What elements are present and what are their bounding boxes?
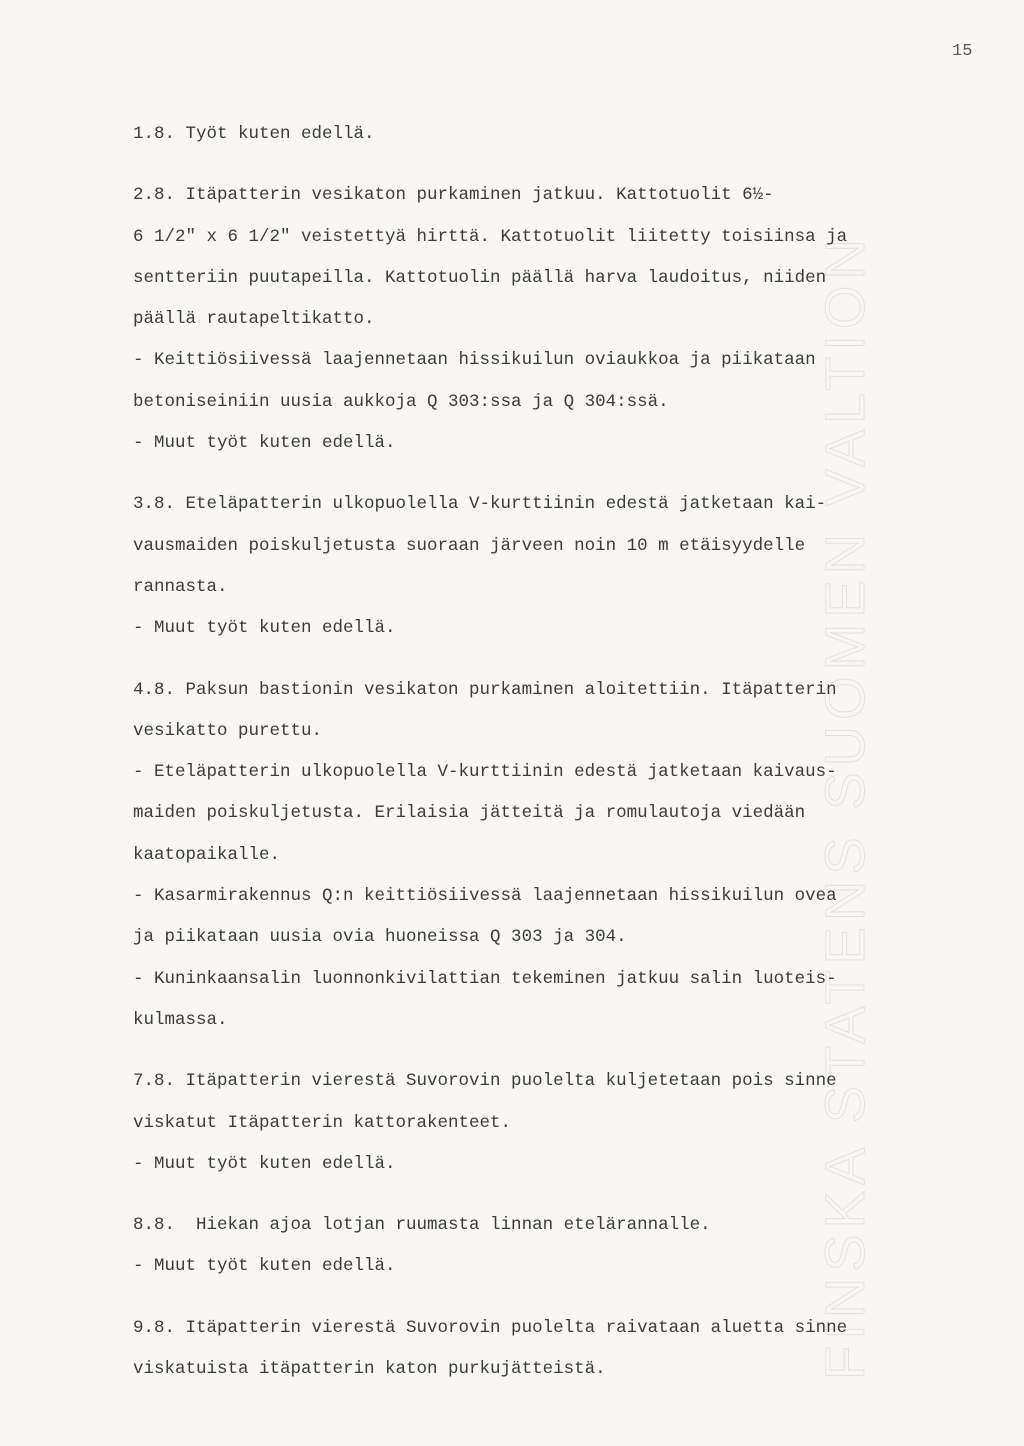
text-line: 7.8. Itäpatterin vierestä Suvorovin puolelta kuljetetaan pois sinne xyxy=(133,1071,837,1092)
text-line: - Muut työt kuten edellä. xyxy=(133,1153,396,1174)
entry-2-8 xyxy=(133,175,993,464)
text-line: - Keittiösiivessä laajennetaan hissikuilun oviaukkoa ja piikataan xyxy=(133,350,816,371)
page-number: 15 xyxy=(952,42,973,61)
entry-4-8 xyxy=(133,670,993,1042)
text-line: - Eteläpatterin ulkopuolella V-kurttiinin edestä jatketaan kaivaus- xyxy=(133,762,837,783)
entry-3-8 xyxy=(133,484,993,649)
entry-1-8 xyxy=(133,114,993,155)
text-line: 8.8. Hiekan ajoa lotjan ruumasta linnan etelärannalle. xyxy=(133,1215,711,1236)
text-line: 4.8. Paksun bastionin vesikaton purkaminen aloitettiin. Itäpatterin xyxy=(133,679,837,700)
typewritten-text xyxy=(133,114,993,1390)
text-line: - Muut työt kuten edellä. xyxy=(133,1256,396,1277)
text-line: 2.8. Itäpatterin vesikaton purkaminen jatkuu. Kattotuolit 6½- xyxy=(133,185,774,206)
entry-7-8 xyxy=(133,1061,993,1185)
text-line: 6 1/2" x 6 1/2" veistettyä hirttä. Kattotuolit liitetty toisiinsa ja xyxy=(133,226,848,247)
watermark-text: FINSKA STATENS SUOMEN VALTION xyxy=(813,233,876,1380)
text-line: betoniseiniin uusia aukkoja Q 303:ssa ja Q 304:ssä. xyxy=(133,391,669,412)
text-line: - Muut työt kuten edellä. xyxy=(133,433,396,454)
entry-8-8 xyxy=(133,1205,993,1288)
text-line: 9.8. Itäpatterin vierestä Suvorovin puolelta raivataan aluetta sinne xyxy=(133,1317,848,1338)
text-line: päällä rautapeltikatto. xyxy=(133,309,375,330)
text-line: rannasta. xyxy=(133,576,228,597)
text-line: kaatopaikalle. xyxy=(133,844,281,865)
text-line: vausmaiden poiskuljetusta suoraan järveen noin 10 m etäisyydelle xyxy=(133,535,806,556)
text-line: vesikatto purettu. xyxy=(133,720,323,741)
text-line: kulmassa. xyxy=(133,1009,228,1030)
text-line: - Muut työt kuten edellä. xyxy=(133,618,396,639)
text-line: ja piikataan uusia ovia huoneissa Q 303 ja 304. xyxy=(133,927,627,948)
entry-9-8 xyxy=(133,1308,993,1391)
text-line: viskatut Itäpatterin kattorakenteet. xyxy=(133,1112,512,1133)
text-line: viskatuista itäpatterin katon purkujätteistä. xyxy=(133,1359,606,1380)
text-line: - Kuninkaansalin luonnonkivilattian tekeminen jatkuu salin luoteis- xyxy=(133,968,837,989)
text-line: - Kasarmirakennus Q:n keittiösiivessä laajennetaan hissikuilun ovea xyxy=(133,886,837,907)
text-line: 1.8. Työt kuten edellä. xyxy=(133,124,375,144)
text-line: sentteriin puutapeilla. Kattotuolin päällä harva laudoitus, niiden xyxy=(133,267,827,288)
text-line: 3.8. Eteläpatterin ulkopuolella V-kurttiinin edestä jatketaan kai- xyxy=(133,494,827,515)
text-line: maiden poiskuljetusta. Erilaisia jätteitä ja romulautoja viedään xyxy=(133,803,806,824)
